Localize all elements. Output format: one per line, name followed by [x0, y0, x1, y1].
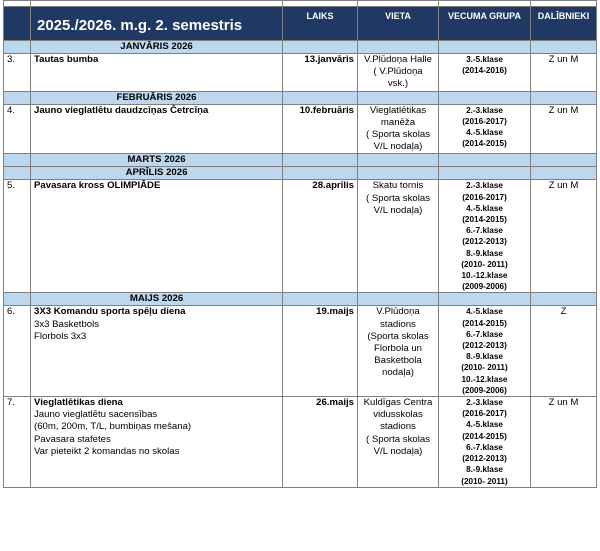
row-number: 4. — [4, 104, 31, 154]
event-age-group — [439, 104, 531, 154]
age-line: 2.-3.klase — [466, 398, 503, 408]
place-line: Skatu tornis — [372, 180, 424, 192]
age-line: 8.-9.klase — [466, 465, 503, 475]
age-line: (2014-2015) — [462, 431, 507, 441]
event-age-group — [439, 180, 531, 293]
month-row-mar — [4, 154, 597, 167]
place-line: nodaļa) — [381, 367, 414, 379]
place-line: V/L nodaļa) — [373, 204, 423, 216]
event-cell — [31, 54, 283, 92]
event-cell — [31, 397, 283, 488]
age-line: (2014-2015) — [462, 139, 507, 149]
place-line: ( Sporta skolas — [366, 192, 430, 204]
header-participants: DALĪBNIEKI — [531, 7, 597, 41]
event-detail-line: Jauno vieglatlētu sacensības — [34, 409, 158, 421]
schedule-table — [3, 0, 597, 488]
event-date: 13.janvāris — [283, 54, 358, 92]
event-date: 26.maijs — [283, 397, 358, 488]
month-row-jan — [4, 41, 597, 54]
event-detail-line: Pavasara stafetes — [34, 433, 111, 445]
age-line: (2016-2017) — [462, 192, 507, 202]
header-place: VIETA — [358, 7, 439, 41]
place-line: ( V.Plūdoņa — [373, 66, 423, 78]
event-place — [358, 397, 439, 488]
event-place — [358, 180, 439, 293]
event-place — [358, 54, 439, 92]
month-row-apr — [4, 167, 597, 180]
place-line: vidusskolas — [373, 409, 423, 421]
age-line: 10.-12.klase — [461, 374, 508, 384]
row-number: 5. — [4, 180, 31, 293]
month-row-feb — [4, 91, 597, 104]
month-label-jan: JANVĀRIS 2026 — [31, 41, 283, 54]
age-line: (2016-2017) — [462, 116, 507, 126]
event-detail-line: (60m, 200m, T/L, bumbiņas mešana) — [34, 421, 192, 433]
place-line: V/L nodaļa) — [373, 445, 423, 457]
row-number: 3. — [4, 54, 31, 92]
event-date: 19.maijs — [283, 306, 358, 397]
place-line: Basketbola — [374, 355, 422, 367]
header-date: LAIKS — [283, 7, 358, 41]
place-line: manēža — [380, 116, 416, 128]
age-line: (2010- 2011) — [461, 476, 508, 486]
age-line: 10.-12.klase — [461, 271, 508, 281]
event-participants: Z un M — [531, 104, 597, 154]
header-row — [4, 7, 597, 41]
place-line: ( Sporta skolas — [366, 433, 430, 445]
event-title: Jauno vieglatlētu daudzcīņas Četrcīņa — [34, 104, 209, 116]
event-date: 10.februāris — [283, 104, 358, 154]
age-line: 6.-7.klase — [466, 329, 503, 339]
age-line: (2014-2016) — [462, 66, 507, 76]
age-line: 2.-3.klase — [466, 105, 503, 115]
event-title: Vieglatlētikas diena — [34, 397, 123, 409]
place-line: vsk.) — [387, 78, 409, 90]
age-line: (2012-2013) — [462, 237, 507, 247]
age-line: (2016-2017) — [462, 409, 507, 419]
place-line: Kuldīgas Centra — [363, 397, 433, 409]
age-line: 3.-5.klase — [466, 55, 503, 64]
age-line: 8.-9.klase — [466, 248, 503, 258]
semester-title: 2025./2026. m.g. 2. semestris — [31, 7, 283, 41]
month-label-mar: MARTS 2026 — [31, 154, 283, 167]
month-row-may — [4, 293, 597, 306]
event-detail-line: 3x3 Basketbols — [34, 318, 100, 330]
event-age-group — [439, 397, 531, 488]
event-place — [358, 104, 439, 154]
table-row — [4, 104, 597, 154]
month-label-feb: FEBRUĀRIS 2026 — [31, 91, 283, 104]
age-line: (2009-2006) — [462, 385, 507, 395]
age-line: (2012-2013) — [462, 341, 507, 351]
event-date: 28.aprīlis — [283, 180, 358, 293]
event-age-group — [439, 306, 531, 397]
age-line: 6.-7.klase — [466, 442, 503, 452]
event-place — [358, 306, 439, 397]
event-cell — [31, 306, 283, 397]
table-row — [4, 54, 597, 92]
age-line: (2010- 2011) — [461, 259, 508, 269]
place-line: (Sporta skolas — [367, 330, 429, 342]
age-line: 4.-5.klase — [466, 307, 503, 317]
table-row — [4, 306, 597, 397]
age-line: 4.-5.klase — [466, 203, 503, 213]
age-line: 2.-3.klase — [466, 181, 503, 191]
table-row — [4, 397, 597, 488]
event-participants: Z un M — [531, 180, 597, 293]
event-participants: Z un M — [531, 54, 597, 92]
age-line: 4.-5.klase — [466, 128, 503, 138]
event-title: Tautas bumba — [34, 54, 99, 65]
header-num-cell — [4, 7, 31, 41]
age-line: 4.-5.klase — [466, 420, 503, 430]
row-number: 7. — [4, 397, 31, 488]
event-participants: Z un M — [531, 397, 597, 488]
row-number: 6. — [4, 306, 31, 397]
event-cell — [31, 104, 283, 154]
place-line: Vieglatlētikas — [369, 104, 427, 116]
table-row — [4, 180, 597, 293]
place-line: V.Plūdoņa Halle — [364, 54, 432, 65]
place-line: Florbola un — [374, 343, 422, 355]
place-line: V.Plūdoņa — [376, 306, 420, 318]
place-line: V/L nodaļa) — [373, 141, 423, 153]
header-age: VECUMA GRUPA — [439, 7, 531, 41]
place-line: ( Sporta skolas — [366, 129, 430, 141]
age-line: 8.-9.klase — [466, 352, 503, 362]
age-line: (2010- 2011) — [461, 363, 508, 373]
event-detail-line: Var pieteikt 2 komandas no skolas — [34, 445, 180, 457]
age-line: (2014-2015) — [462, 215, 507, 225]
event-title: 3X3 Komandu sporta spēļu diena — [34, 306, 186, 318]
age-line: (2012-2013) — [462, 454, 507, 464]
month-label-apr: APRĪLIS 2026 — [31, 167, 283, 180]
event-participants: Z — [531, 306, 597, 397]
age-line: (2009-2006) — [462, 282, 507, 292]
month-label-may: MAIJS 2026 — [31, 293, 283, 306]
event-age-group — [439, 54, 531, 92]
event-detail-line: Florbols 3x3 — [34, 330, 87, 342]
place-line: stadions — [380, 421, 416, 433]
event-title: Pavasara kross OLIMPIĀDE — [34, 180, 161, 192]
event-cell — [31, 180, 283, 293]
age-line: 6.-7.klase — [466, 226, 503, 236]
place-line: stadions — [380, 318, 416, 330]
age-line: (2014-2015) — [462, 318, 507, 328]
